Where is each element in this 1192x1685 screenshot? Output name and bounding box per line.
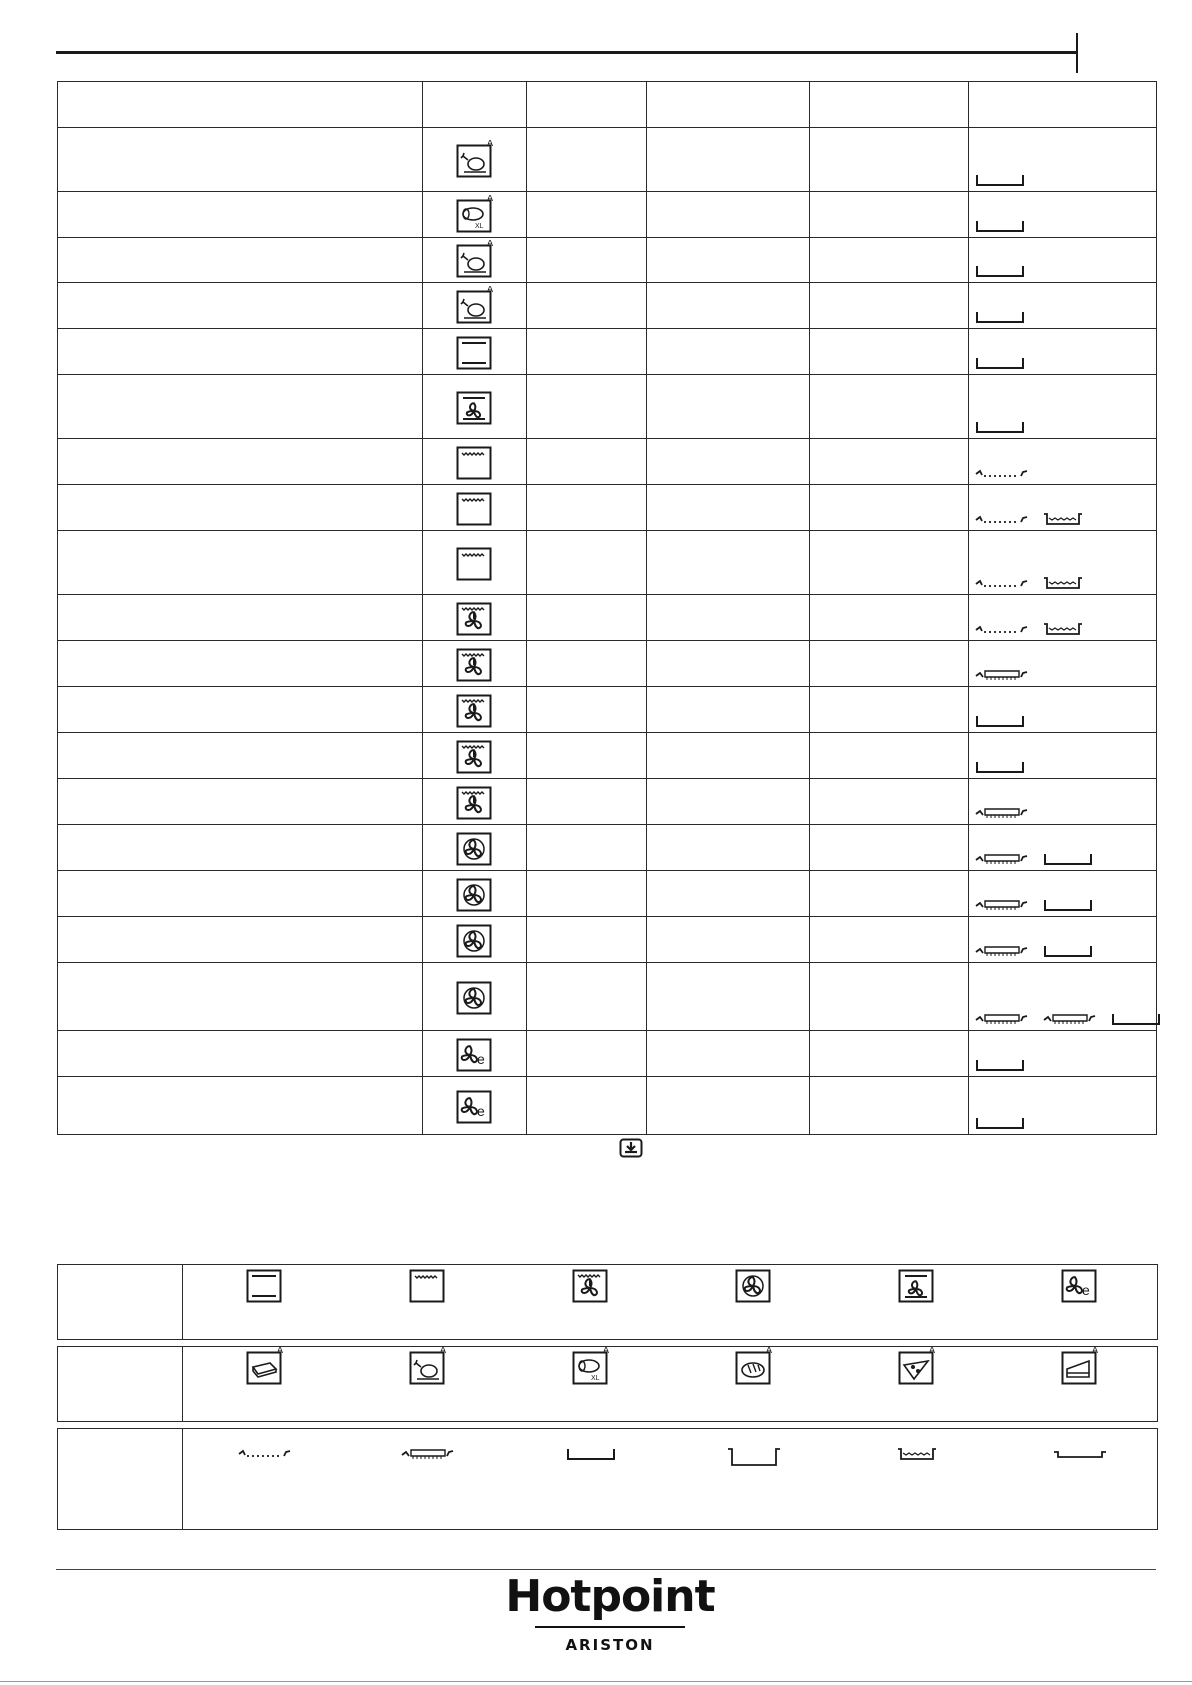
tray-icon [1043, 940, 1107, 957]
table-cell [58, 375, 423, 439]
svg-text:XL: XL [590, 1375, 600, 1382]
table-cell [527, 871, 647, 917]
table-cell [810, 238, 969, 283]
turbo-grill-icon [456, 793, 494, 810]
table-cell [58, 439, 423, 485]
table-cell [810, 128, 969, 192]
accessories-cell [969, 963, 1157, 1031]
table-cell [647, 687, 810, 733]
header-cell [810, 82, 969, 128]
table-cell [527, 917, 647, 963]
header-cell [58, 82, 423, 128]
convection-bake-icon [456, 398, 494, 415]
svg-text:A: A [486, 240, 493, 248]
tray-icon [975, 260, 1039, 277]
svg-text:XL: XL [474, 222, 484, 230]
auto-roast-xl-icon [509, 1347, 672, 1387]
table-cell [810, 485, 969, 531]
brand-name: Hotpoint [505, 1571, 715, 1622]
legend-accessories-label [58, 1429, 183, 1529]
convection-bake-icon [835, 1265, 998, 1305]
header-cell [969, 82, 1157, 128]
table-cell [647, 238, 810, 283]
forced-air-icon [456, 885, 494, 902]
tray-icon [975, 710, 1039, 727]
table-cell [647, 439, 810, 485]
function-cell [423, 1077, 527, 1135]
auto-bread-icon [672, 1347, 835, 1387]
table-cell [647, 375, 810, 439]
tray-icon [975, 1054, 1039, 1071]
table-cell [810, 192, 969, 238]
table-cell [810, 1031, 969, 1077]
forced-air-icon [456, 931, 494, 948]
accessories-cell [969, 128, 1157, 192]
function-cell [423, 192, 527, 238]
table-cell [58, 825, 423, 871]
grill-icon [346, 1265, 509, 1305]
drip-tray-icon [835, 1447, 998, 1466]
table-cell [58, 963, 423, 1031]
table-cell [58, 238, 423, 283]
function-cell [423, 641, 527, 687]
table-cell [58, 917, 423, 963]
table-row [58, 963, 1157, 1031]
table-cell [58, 192, 423, 238]
forced-air-icon [672, 1265, 835, 1305]
eco-forced-air-icon [456, 1045, 494, 1067]
function-cell [423, 485, 527, 531]
function-cell [423, 917, 527, 963]
table-cell [810, 825, 969, 871]
function-cell [423, 595, 527, 641]
accessories-cell [969, 238, 1157, 283]
table-cell [647, 963, 810, 1031]
legend-functions-label [58, 1265, 183, 1339]
table-cell [527, 733, 647, 779]
table-cell [647, 329, 810, 375]
eco-forced-air-icon [456, 1097, 494, 1119]
table-cell [58, 485, 423, 531]
table-cell [58, 733, 423, 779]
table-row [58, 687, 1157, 733]
function-cell [423, 779, 527, 825]
table-row [58, 485, 1157, 531]
table-row [58, 192, 1157, 238]
preheat-icon [619, 1138, 643, 1165]
table-row [58, 1077, 1157, 1135]
table-row [58, 871, 1157, 917]
table-cell [527, 595, 647, 641]
rack-on-tray-icon [975, 848, 1043, 865]
tray-icon [1111, 1008, 1175, 1025]
table-cell [58, 531, 423, 595]
drip-tray-icon [1043, 618, 1097, 635]
tray-icon [975, 169, 1039, 186]
table-cell [527, 192, 647, 238]
function-cell [423, 733, 527, 779]
table-cell [810, 531, 969, 595]
brand-sub: ARISTON [565, 1636, 655, 1654]
table-cell [58, 329, 423, 375]
accessories-cell [969, 439, 1157, 485]
top-tick [1076, 33, 1078, 73]
legend-accessories [57, 1428, 1158, 1530]
accessories-cell [969, 917, 1157, 963]
turbo-grill-icon [509, 1265, 672, 1305]
tray-icon [975, 756, 1039, 773]
brand-divider [535, 1626, 685, 1628]
table-cell [527, 687, 647, 733]
table-cell [647, 779, 810, 825]
grill-icon [456, 453, 494, 470]
table-cell [810, 779, 969, 825]
accessories-cell [969, 871, 1157, 917]
accessories-cell [969, 329, 1157, 375]
table-cell [647, 283, 810, 329]
turbo-grill-icon [456, 747, 494, 764]
function-cell [423, 283, 527, 329]
rack-on-tray-icon [975, 664, 1043, 681]
cooking-table [57, 81, 1157, 1135]
table-cell [647, 485, 810, 531]
function-cell [423, 825, 527, 871]
table-cell [527, 1031, 647, 1077]
svg-text:A: A [928, 1347, 935, 1355]
header-cell [423, 82, 527, 128]
table-cell [527, 1077, 647, 1135]
svg-text:A: A [486, 194, 493, 203]
table-cell [58, 687, 423, 733]
table-row [58, 238, 1157, 283]
table-cell [527, 375, 647, 439]
accessories-cell [969, 485, 1157, 531]
brand-logo [505, 1572, 715, 1654]
grill-icon [456, 499, 494, 516]
table-row [58, 917, 1157, 963]
auto-poultry-icon [346, 1347, 509, 1387]
function-cell [423, 963, 527, 1031]
wire-shelf-icon [975, 462, 1043, 479]
table-cell [527, 963, 647, 1031]
table-cell [647, 595, 810, 641]
table-cell [58, 641, 423, 687]
bottom-rule [56, 1569, 1156, 1570]
turbo-grill-icon [456, 655, 494, 672]
svg-text:A: A [765, 1347, 772, 1355]
conventional-icon [183, 1265, 346, 1305]
table-cell [58, 1031, 423, 1077]
table-row [58, 1031, 1157, 1077]
function-cell [423, 439, 527, 485]
tray-icon [975, 215, 1039, 232]
table-row [58, 733, 1157, 779]
table-cell [58, 283, 423, 329]
auto-lasagna-icon [183, 1347, 346, 1387]
table-cell [810, 641, 969, 687]
accessories-cell [969, 687, 1157, 733]
accessories-cell [969, 641, 1157, 687]
accessories-cell [969, 779, 1157, 825]
function-cell [423, 871, 527, 917]
accessories-cell [969, 531, 1157, 595]
table-row [58, 531, 1157, 595]
table-cell [647, 871, 810, 917]
grill-icon [456, 554, 494, 571]
function-cell [423, 329, 527, 375]
tray-icon [975, 416, 1039, 433]
table-cell [810, 1077, 969, 1135]
table-row [58, 128, 1157, 192]
table-cell [810, 439, 969, 485]
table-cell [58, 871, 423, 917]
rack-on-tray-icon [975, 802, 1043, 819]
rack-on-tray-icon [346, 1447, 509, 1466]
table-cell [527, 128, 647, 192]
auto-cake-icon [998, 1347, 1161, 1387]
svg-text:A: A [439, 1347, 446, 1355]
svg-text:A: A [486, 285, 493, 294]
table-row [58, 595, 1157, 641]
accessories-cell [969, 1031, 1157, 1077]
table-row [58, 375, 1157, 439]
rack-on-tray-icon [975, 940, 1043, 957]
table-cell [527, 329, 647, 375]
legend-auto [57, 1346, 1158, 1422]
turbo-grill-icon [456, 701, 494, 718]
tray-icon [975, 352, 1039, 369]
legend-auto-label [58, 1347, 183, 1421]
function-cell [423, 531, 527, 595]
table-row [58, 825, 1157, 871]
table-cell [810, 329, 969, 375]
table-cell [647, 128, 810, 192]
svg-text:e: e [476, 1102, 485, 1119]
table-cell [647, 1077, 810, 1135]
accessories-cell [969, 595, 1157, 641]
table-cell [527, 283, 647, 329]
forced-air-icon [456, 839, 494, 856]
table-cell [527, 531, 647, 595]
table-header-row [58, 82, 1157, 128]
eco-forced-air-icon [998, 1265, 1161, 1305]
table-cell [647, 917, 810, 963]
table-cell [647, 825, 810, 871]
table-cell [647, 733, 810, 779]
table-cell [58, 779, 423, 825]
svg-text:e: e [476, 1050, 485, 1067]
table-row [58, 439, 1157, 485]
table-cell [647, 531, 810, 595]
forced-air-icon [456, 988, 494, 1005]
table-cell [810, 687, 969, 733]
baking-tray-icon [672, 1447, 835, 1472]
drip-tray-icon [1043, 572, 1097, 589]
header-cell [647, 82, 810, 128]
table-cell [527, 439, 647, 485]
function-cell [423, 1031, 527, 1077]
tray-icon [509, 1447, 672, 1466]
tray-icon [975, 1112, 1039, 1129]
svg-text:A: A [602, 1347, 609, 1355]
table-cell [810, 283, 969, 329]
table-cell [58, 1077, 423, 1135]
table-cell [810, 595, 969, 641]
function-cell [423, 238, 527, 283]
table-cell [527, 485, 647, 531]
table-cell [647, 1031, 810, 1077]
function-cell [423, 687, 527, 733]
tray-icon [1043, 894, 1107, 911]
table-cell [58, 128, 423, 192]
auto-poultry-icon [456, 240, 494, 268]
accessories-cell [969, 192, 1157, 238]
accessories-cell [969, 283, 1157, 329]
rack-on-tray-icon [975, 894, 1043, 911]
wire-shelf-icon [975, 572, 1043, 589]
svg-text:A: A [1091, 1347, 1098, 1355]
auto-poultry-icon [456, 139, 494, 168]
table-row [58, 641, 1157, 687]
wire-shelf-icon [183, 1447, 346, 1465]
auto-poultry-icon [456, 285, 494, 314]
function-cell [423, 375, 527, 439]
table-cell [527, 779, 647, 825]
wire-shelf-icon [975, 508, 1043, 525]
tray-icon [1043, 848, 1107, 865]
legend-functions [57, 1264, 1158, 1340]
table-cell [527, 825, 647, 871]
table-cell [58, 595, 423, 641]
table-cell [527, 641, 647, 687]
table-row [58, 329, 1157, 375]
table-cell [527, 238, 647, 283]
auto-pizza-icon [835, 1347, 998, 1387]
auto-roast-xl-icon [456, 194, 494, 230]
table-cell [810, 871, 969, 917]
wire-shelf-icon [975, 618, 1043, 635]
svg-text:A: A [276, 1347, 283, 1355]
drip-tray-icon [1043, 508, 1097, 525]
table-cell [647, 641, 810, 687]
accessories-cell [969, 375, 1157, 439]
shallow-tray-icon [998, 1447, 1161, 1465]
svg-text:e: e [1081, 1282, 1090, 1298]
table-cell [810, 375, 969, 439]
table-cell [810, 917, 969, 963]
table-cell [810, 963, 969, 1031]
table-row [58, 283, 1157, 329]
footer-rule [0, 1681, 1192, 1682]
conventional-icon [456, 343, 494, 360]
table-row [58, 779, 1157, 825]
function-cell [423, 128, 527, 192]
rack-on-tray-icon [975, 1008, 1043, 1025]
table-cell [647, 192, 810, 238]
top-rule [56, 51, 1076, 54]
accessories-cell [969, 825, 1157, 871]
turbo-grill-icon [456, 609, 494, 626]
svg-text:A: A [486, 139, 493, 148]
header-cell [527, 82, 647, 128]
rack-on-tray-icon [1043, 1008, 1111, 1025]
table-cell [810, 733, 969, 779]
tray-icon [975, 306, 1039, 323]
accessories-cell [969, 733, 1157, 779]
accessories-cell [969, 1077, 1157, 1135]
